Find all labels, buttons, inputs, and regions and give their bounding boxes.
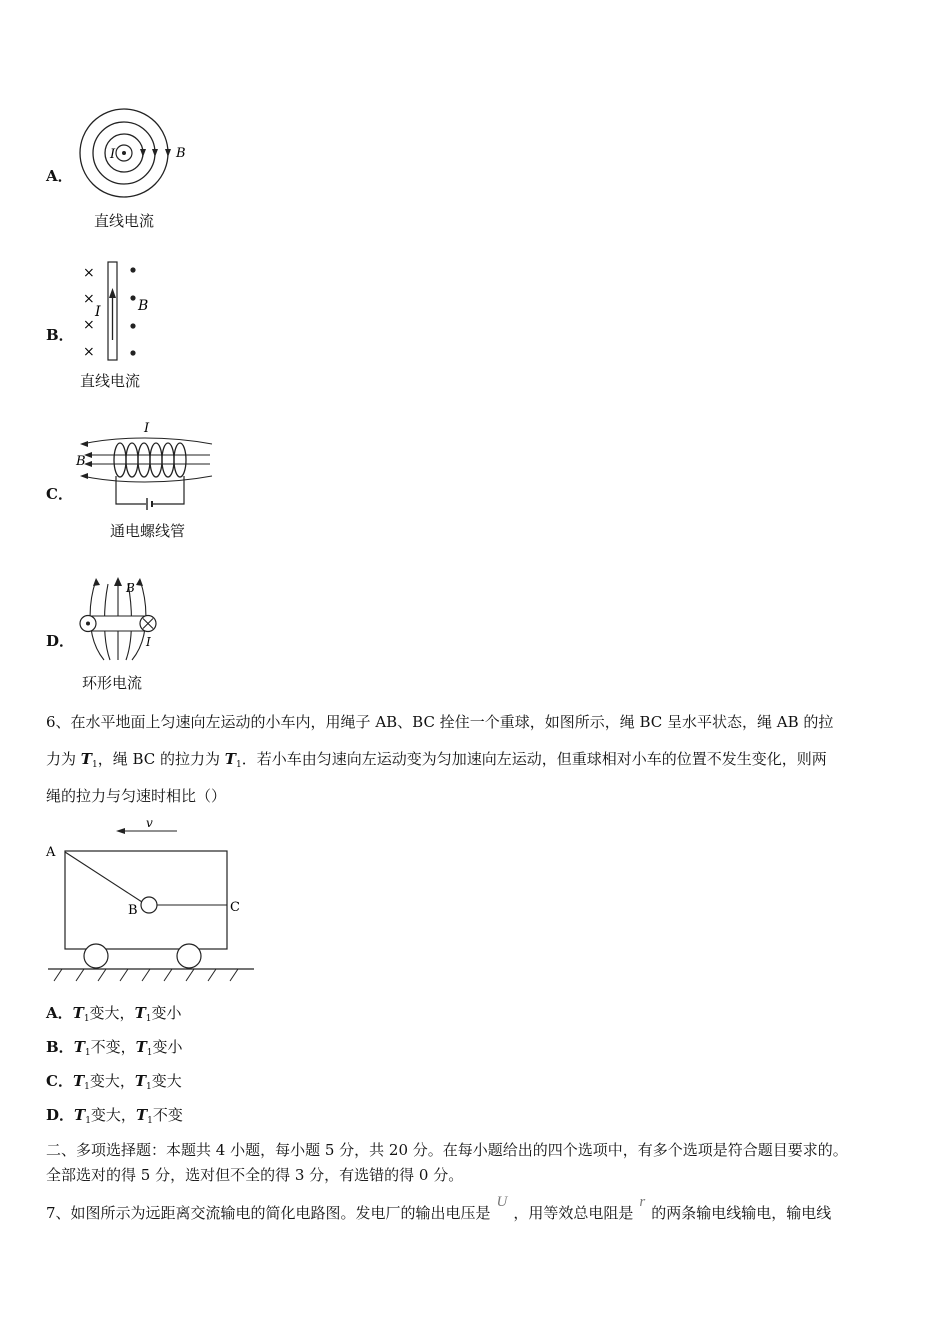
- field-label-b: B: [138, 298, 149, 314]
- section-2-line-1: 二、多项选择题：本题共 4 小题，每小题 5 分，共 20 分。在每小题给出的四个选项中，有多个选项是符合题目要求的。: [46, 1141, 848, 1159]
- field-label-c: B: [76, 454, 86, 469]
- point-a-label: A: [46, 845, 56, 860]
- solenoid-field-diagram: [74, 418, 219, 518]
- q6-option-c: C．$T_1$变大，$T_1$变大: [46, 1072, 182, 1092]
- q6-line-1: 6、在水平地面上匀速向左运动的小车内，用绳子 AB、BC 拴住一个重球，如图所示，绳 BC 呈水平状态，绳 AB 的拉: [46, 713, 834, 731]
- option-c-caption: 通电螺线管: [110, 522, 186, 540]
- option-a-caption: 直线电流: [94, 212, 155, 230]
- svg-text:×: ×: [83, 265, 95, 281]
- svg-text:×: ×: [83, 317, 95, 333]
- straight-current-field-diagram-a: [78, 105, 198, 205]
- option-d-letter: D．: [46, 632, 75, 650]
- field-label-d: B: [126, 581, 135, 595]
- q7-line-1: 7、如图所示为远距离交流输电的简化电路图。发电厂的输出电压是U，用等效总电阻是r的两条输电线输电，输电线: [46, 1194, 832, 1222]
- current-label-d: I: [146, 635, 151, 649]
- current-label-a: I: [110, 147, 116, 162]
- cart-diagram: [42, 814, 262, 984]
- q6-line-3: 绳的拉力与匀速时相比（）: [46, 787, 227, 805]
- point-b-label: B: [128, 903, 138, 918]
- option-a-letter: A．: [46, 167, 73, 185]
- option-b-letter: B．: [46, 326, 74, 344]
- svg-text:×: ×: [83, 344, 95, 360]
- straight-current-field-diagram-b: [78, 258, 178, 366]
- field-label-a: B: [176, 146, 186, 161]
- q6-line-2: 力为 $T_1$，绳 BC 的拉力为 $T_1$．若小车由匀速向左运动变为匀加速向左运动，但重球相对小车的位置不发生变化，则两: [46, 750, 827, 770]
- svg-text:×: ×: [83, 291, 95, 307]
- option-d-caption: 环形电流: [82, 674, 143, 692]
- option-c-letter: C．: [46, 485, 73, 503]
- current-label-b: I: [95, 304, 101, 320]
- ring-current-field-diagram: [74, 576, 169, 668]
- section-2-line-2: 全部选对的得 5 分，选对但不全的得 3 分，有选错的得 0 分。: [46, 1166, 464, 1184]
- q6-option-d: D．$T_1$变大，$T_1$不变: [46, 1106, 183, 1126]
- velocity-label: v: [146, 816, 153, 830]
- q6-option-a: A．$T_1$变大，$T_1$变小: [46, 1004, 182, 1024]
- point-c-label: C: [230, 900, 240, 915]
- current-label-c: I: [144, 421, 150, 436]
- option-b-caption: 直线电流: [80, 372, 141, 390]
- q6-option-b: B．$T_1$不变，$T_1$变小: [46, 1038, 183, 1058]
